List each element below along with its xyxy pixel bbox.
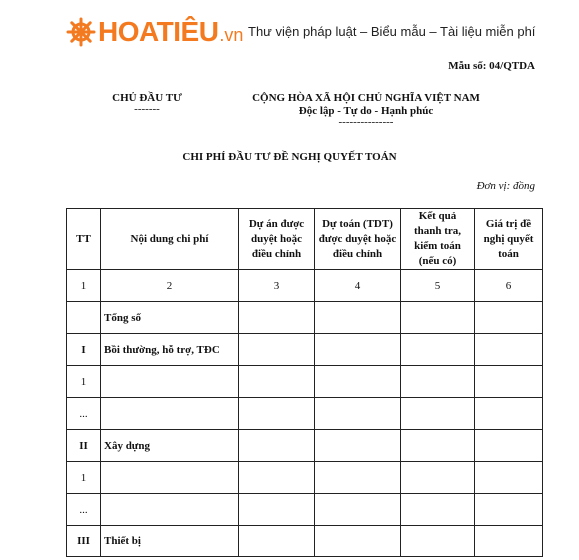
cell [401,462,475,494]
header-approved-project: Dự án được duyệt hoặc điều chỉnh [239,209,315,270]
cell [475,398,543,430]
ship-wheel-icon [66,17,96,47]
row-content [101,494,239,526]
cell [239,526,315,557]
cell [315,302,401,334]
row-tt: 1 [67,462,101,494]
row-content [101,462,239,494]
header-approved-estimate: Dự toán (TDT) được duyệt hoặc điều chỉnh [315,209,401,270]
cell [401,302,475,334]
row-tt: 1 [67,366,101,398]
table-header-row [67,209,543,270]
national-heading [248,92,484,127]
cell [239,494,315,526]
table-row [67,494,543,526]
cell [401,430,475,462]
cell [475,366,543,398]
cell [475,302,543,334]
cell [475,494,543,526]
cell [315,334,401,366]
cell [239,302,315,334]
row-tt: II [67,430,101,462]
header-tt: TT [67,209,101,270]
header-content: Nội dung chi phí [101,209,239,270]
column-number: 5 [401,270,475,302]
row-content: Tổng số [101,302,239,334]
column-number-row [67,270,543,302]
cell [401,398,475,430]
table-row [67,334,543,366]
table-row [67,302,543,334]
row-tt: ... [67,494,101,526]
row-content: Xây dựng [101,430,239,462]
table-row [67,462,543,494]
cell [239,462,315,494]
cell [315,398,401,430]
cost-table [66,208,543,557]
header-proposed-value: Giá trị đề nghị quyết toán [475,209,543,270]
column-number: 3 [239,270,315,302]
row-content [101,366,239,398]
header-inspection-result: Kết quả thanh tra, kiểm toán (nếu có) [401,209,475,270]
cell [315,366,401,398]
cell [315,494,401,526]
cell [475,462,543,494]
row-tt [67,302,101,334]
cell [475,334,543,366]
row-content [101,398,239,430]
column-number: 2 [101,270,239,302]
column-number: 1 [67,270,101,302]
brand-suffix: .vn [219,24,244,45]
site-tagline: Thư viện pháp luật – Biểu mẫu – Tài liệu miễn phí [248,24,536,39]
cell [315,462,401,494]
currency-unit: Đơn vị: đồng [476,180,535,192]
table-row [67,526,543,557]
row-content: Bồi thường, hỗ trợ, TĐC [101,334,239,366]
cell [239,398,315,430]
column-number: 6 [475,270,543,302]
site-header [0,0,579,60]
table-row [67,430,543,462]
cell [315,430,401,462]
cell [401,366,475,398]
cell [475,430,543,462]
site-logo[interactable] [66,12,243,52]
row-tt: ... [67,398,101,430]
cell [401,526,475,557]
nation-motto: Độc lập - Tự do - Hạnh phúc [298,105,434,117]
cell [239,366,315,398]
investor-label: CHỦ ĐẦU TƯ [112,92,182,104]
nation-name: CỘNG HÒA XÃ HỘI CHỦ NGHĨA VIỆT NAM [252,92,480,104]
document-title: CHI PHÍ ĐẦU TƯ ĐỀ NGHỊ QUYẾT TOÁN [182,151,397,163]
row-tt: I [67,334,101,366]
cell [239,334,315,366]
column-number: 4 [315,270,401,302]
cell [475,526,543,557]
form-code: Mẫu số: 04/QTDA [448,60,535,72]
brand-name: HOATIÊU [98,16,219,47]
cell [401,334,475,366]
motto-underline: --------------- [338,116,394,128]
cell [315,526,401,557]
cell [401,494,475,526]
row-content: Thiết bị [101,526,239,557]
investor-block [108,92,186,114]
cell [239,430,315,462]
row-tt: III [67,526,101,557]
table-row [67,398,543,430]
investor-underline: ------- [134,103,160,115]
table-row [67,366,543,398]
